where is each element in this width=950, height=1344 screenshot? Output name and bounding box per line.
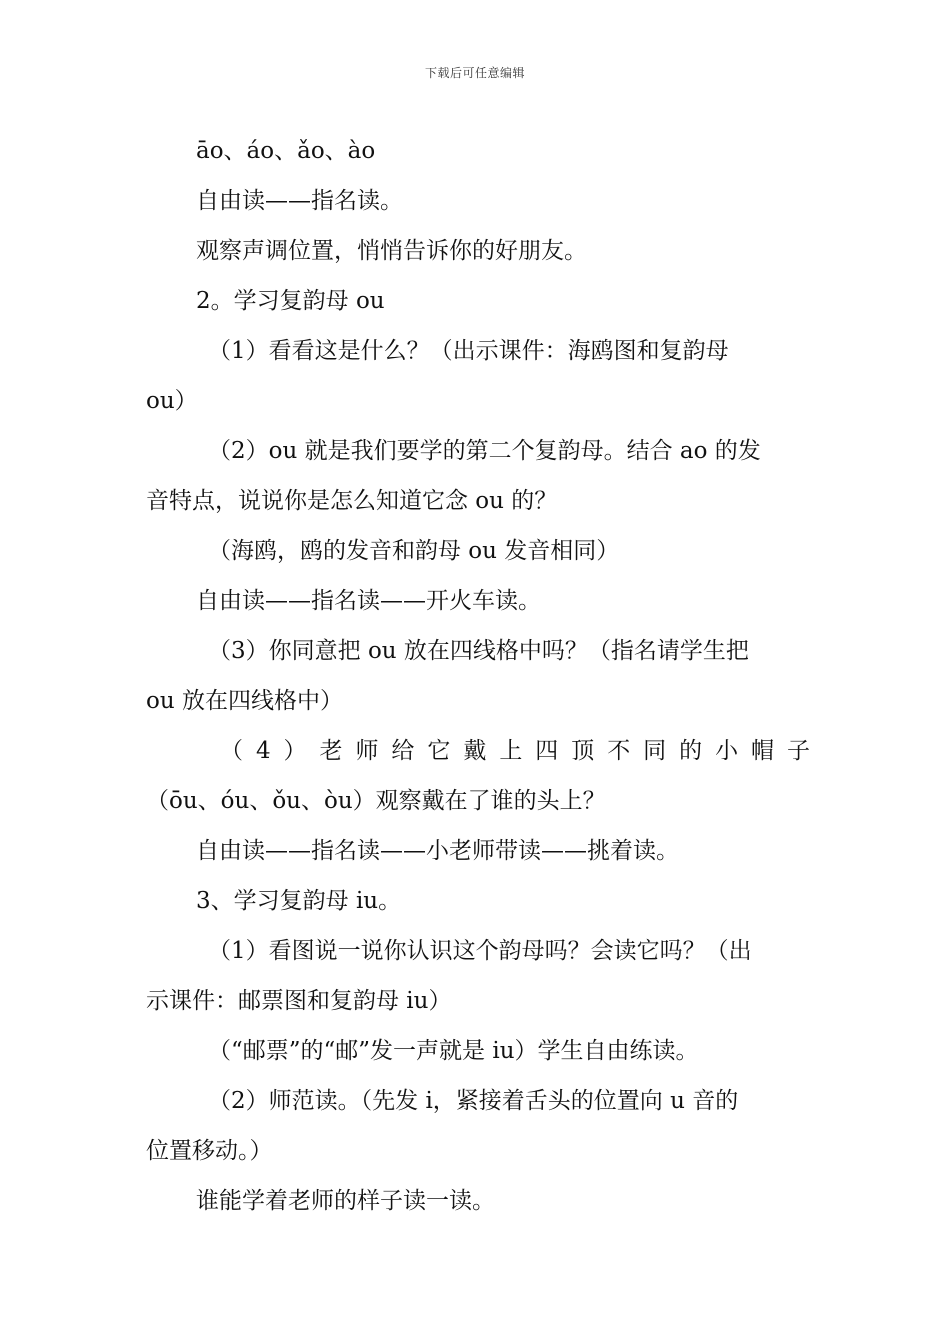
paragraph-line: 示课件：邮票图和复韵母 iu）: [146, 988, 452, 1014]
section-heading: 3、学习复韵母 iu。: [196, 888, 402, 914]
paragraph-line: 音特点，说说你是怎么知道它念 ou 的？: [146, 488, 558, 514]
paragraph-line: 自由读——指名读。: [196, 188, 403, 214]
section-heading: 2。学习复韵母 ou: [196, 288, 385, 314]
page-header: 下载后可任意编辑: [424, 66, 525, 80]
paragraph-line: āo、áo、ǎo、ào: [196, 138, 376, 164]
paragraph-line: （3）你同意把 ou 放在四线格中吗？（指名请学生把: [208, 638, 749, 664]
paragraph-line: 谁能学着老师的样子读一读。: [196, 1188, 495, 1214]
paragraph-line: （1）看看这是什么？（出示课件：海鸥图和复韵母: [208, 338, 729, 364]
paragraph-line: （2）师范读。（先发 i，紧接着舌头的位置向 u 音的: [208, 1088, 739, 1114]
paragraph-line: （1）看图说一说你认识这个韵母吗？会读它吗？（出: [208, 938, 752, 964]
paragraph-line: ou 放在四线格中）: [146, 688, 343, 714]
paragraph-line: ou）: [146, 388, 198, 414]
paragraph-line: （2）ou 就是我们要学的第二个复韵母。结合 ao 的发: [208, 438, 761, 464]
paragraph-line-justified: （4）老师给它戴上四顶不同的小帽子: [220, 738, 810, 764]
paragraph-line: 观察声调位置，悄悄告诉你的好朋友。: [196, 238, 587, 264]
paragraph-line: 自由读——指名读——开火车读。: [196, 588, 541, 614]
document-body: [146, 126, 810, 1226]
paragraph-line: （ōu、óu、ǒu、òu）观察戴在了谁的头上？: [146, 788, 606, 814]
paragraph-line: 位置移动。）: [146, 1138, 273, 1164]
paragraph-line: （“邮票”的“邮”发一声就是 iu）学生自由练读。: [208, 1038, 699, 1064]
paragraph-line: 自由读——指名读——小老师带读——挑着读。: [196, 838, 679, 864]
paragraph-line: （海鸥，鸥的发音和韵母 ou 发音相同）: [208, 538, 620, 564]
